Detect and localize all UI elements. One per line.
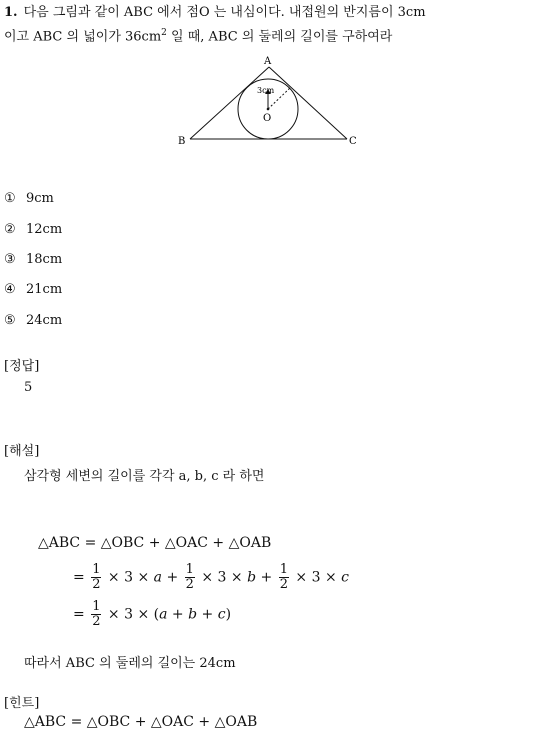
explanation-intro: 삼각형 세변의 길이를 각각 a, b, c 라 하면	[24, 469, 265, 484]
eq3-equals: =	[73, 606, 85, 623]
explanation-heading: [해설]	[4, 444, 40, 459]
choice-2-num: ②	[4, 222, 16, 237]
choice-5-text: 24cm	[26, 313, 63, 328]
triangle-side-ab	[190, 67, 272, 139]
label-b: B	[178, 136, 186, 147]
choice-4[interactable]	[4, 282, 62, 297]
fraction-half: $\frac{1}{2}$	[92, 562, 101, 592]
choice-4-num: ④	[4, 282, 16, 297]
choice-1-text: 9cm	[26, 191, 54, 206]
label-o: O	[263, 113, 272, 124]
triangle-figure	[176, 54, 362, 150]
question-line2-pre: 이고 ABC 의 넓이가 36cm	[4, 29, 162, 45]
choice-3[interactable]	[4, 252, 62, 267]
equation-line-1: △ABC = △OBC + △OAC + △OAB	[38, 535, 272, 551]
choice-5-num: ⑤	[4, 313, 16, 328]
explanation-conclusion: 따라서 ABC 의 둘레의 길이는 24cm	[24, 656, 236, 671]
choice-2-text: 12cm	[26, 222, 63, 237]
label-radius: 3cm	[257, 86, 275, 95]
choice-1[interactable]	[4, 191, 54, 206]
question-text	[4, 2, 532, 47]
label-c: C	[349, 136, 357, 147]
choice-3-text: 18cm	[26, 252, 63, 267]
triangle-side-ac	[269, 67, 347, 139]
eq2-equals: =	[73, 569, 85, 586]
equation-line-3: = $\frac{1}{2}$ × 3 × (a + b + c)	[73, 599, 232, 629]
hint-heading: [힌트]	[4, 696, 40, 711]
choice-4-text: 21cm	[26, 282, 63, 297]
incenter-point	[267, 108, 270, 111]
question-line2-sup: 2	[161, 28, 167, 38]
fraction-half: $\frac{1}{2}$	[92, 599, 101, 629]
hint-equation: △ABC = △OBC + △OAC + △OAB	[24, 714, 258, 730]
choice-3-num: ③	[4, 252, 16, 267]
equation-line-2: = $\frac{1}{2}$ × 3 × a + $\frac{1}{2}$ × 3 × b + $\frac{1}{2}$ × 3 × c	[73, 562, 349, 592]
fraction-half: $\frac{1}{2}$	[185, 562, 194, 592]
choice-1-num: ①	[4, 191, 16, 206]
choice-2[interactable]	[4, 222, 62, 237]
label-a: A	[264, 56, 272, 67]
question-number: 1.	[4, 5, 18, 20]
answer-heading: [정답]	[4, 359, 40, 374]
question-line1: 다음 그림과 같이 ABC 에서 점O 는 내심이다. 내접원의 반지름이 3cm	[23, 5, 426, 20]
answer-value: 5	[24, 380, 33, 395]
fraction-half: $\frac{1}{2}$	[279, 562, 288, 592]
question-line2-post: 일 때, ABC 의 둘레의 길이를 구하여라	[166, 29, 393, 45]
choice-5[interactable]	[4, 313, 62, 328]
